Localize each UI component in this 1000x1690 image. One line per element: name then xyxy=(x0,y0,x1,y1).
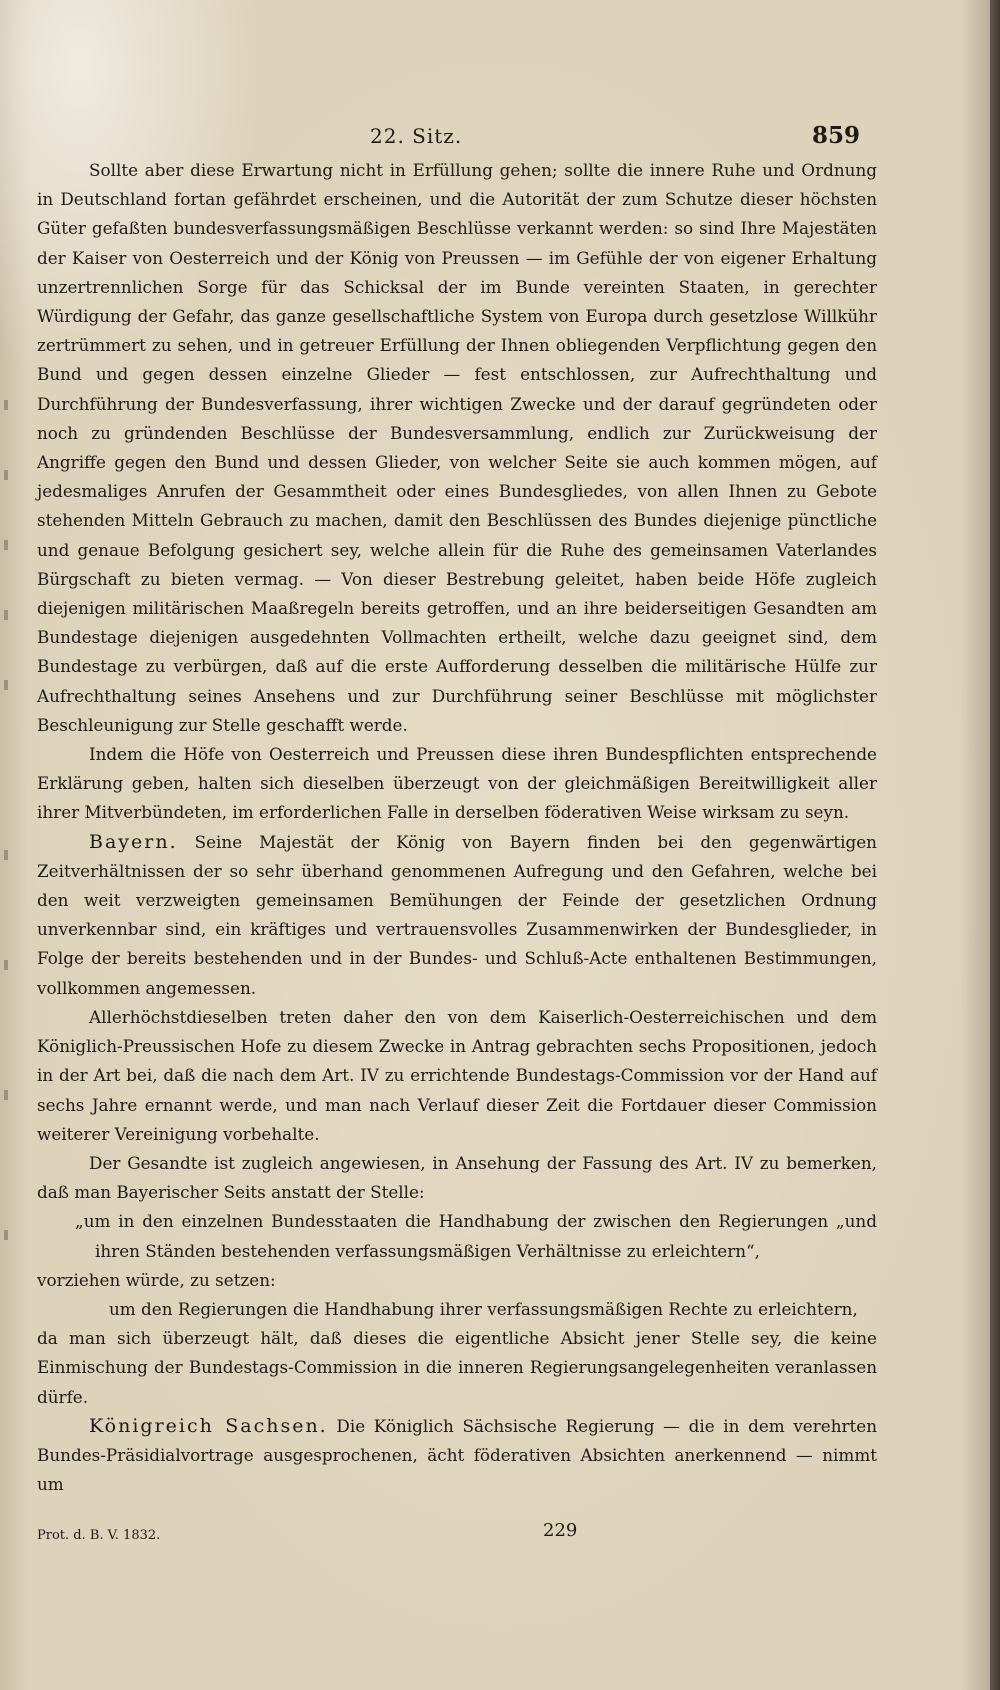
running-head: 22. Sitz. xyxy=(370,124,463,148)
quoted-passage xyxy=(37,1207,877,1265)
replacement-passage xyxy=(37,1295,877,1324)
page-number: 859 xyxy=(812,122,861,149)
margin-speck xyxy=(4,960,8,970)
paragraph xyxy=(37,1266,877,1295)
page-header xyxy=(0,118,1000,158)
paragraph xyxy=(37,1149,877,1207)
page-footer xyxy=(37,1520,877,1550)
paragraph-text: Der Gesandte ist zugleich angewiesen, in Ansehung der Fassung des Art. IV zu bemerken, daß man Bayerischer Seits anstatt der Stelle: xyxy=(37,1152,877,1203)
margin-speck xyxy=(4,470,8,480)
paragraph xyxy=(37,156,877,740)
margin-speck xyxy=(4,400,8,410)
paragraph-text: da man sich überzeugt hält, daß dieses die eigentliche Absicht jener Stelle sey, die keine Einmischung der Bundestags-Commission in die inneren Regierungsangelegenheiten veranlassen dürfe. xyxy=(37,1328,877,1407)
paragraph xyxy=(37,1003,877,1149)
margin-speck xyxy=(4,850,8,860)
paragraph xyxy=(37,828,877,1003)
margin-speck xyxy=(4,1090,8,1100)
paragraph-text: Allerhöchstdieselben treten daher den von dem Kaiserlich-Oesterreichischen und dem Königlich-Preussischen Hofe zu diesem Zwecke in Antrag gebrachten sechs Propositionen, jedoch in der Art bei, daß die nach dem Art. IV zu errichtende Bundestags-Commission vor der Hand auf sechs Jahre ernannt werde, und man nach Verlauf dieser Zeit die Fortdauer dieser Commission weiterer Vereinigung vorbehalte. xyxy=(37,1006,877,1144)
protocol-reference: Prot. d. B. V. 1832. xyxy=(37,1528,161,1543)
paragraph-text: Indem die Höfe von Oesterreich und Preussen diese ihren Bundespflichten entsprechende Erklärung geben, halten sich dieselben überzeugt von der gleichmäßigen Bereitwilligkeit aller ihrer Mitverbündeten, im erforderlichen Falle in derselben föderativen Weise wirksam zu seyn. xyxy=(37,744,877,823)
state-heading: Königreich Sachsen. xyxy=(89,1414,328,1437)
paragraph-text: Die Königlich Sächsische Regierung — die in dem verehrten Bundes-Präsidialvortrage ausgesprochenen, ächt föderativen Absichten anerkennend — nimmt um xyxy=(37,1415,878,1495)
paragraph-text: Sollte aber diese Erwartung nicht in Erfüllung gehen; sollte die innere Ruhe und Ordnung in Deutschland fortan gefährdet erscheinen, und die Autorität der zum Schutze dieser höchsten Güter gefaßten bundesverfassungsmäßigen Beschlüsse verkannt werden: so sind Ihre Majestäten der Kaiser von Oesterreich und der König von Preussen — im Gefühle der von eigener Erhaltung unzertrennlichen Sorge für das Schicksal der im Bunde vereinten Staaten, in gerechter Würdigung der Gefahr, das ganze gesellschaftliche System von Europa durch gesetzlose Willkühr zertrümmert zu sehen, und in getreuer Erfüllung der Ihnen obliegenden Verpflichtung gegen den Bund und gegen dessen einzelne Glieder — fest entschlossen, zur Aufrechthaltung und Durchführung der Bundesverfassung, ihrer wichtigen Zwecke und der darauf gegründeten oder noch zu gründenden Beschlüsse der Bundesversammlung, endlich zur Zurückweisung der Angriffe gegen den Bund und dessen Glieder, von welcher Seite sie auch kommen mögen, auf jedesmaliges Anrufen der Gesammtheit oder eines Bundesgliedes, von allen Ihnen zu Gebote stehenden Mitteln Gebrauch zu machen, damit den Beschlüssen des Bundes diejenige pünctliche und genaue Befolgung gesichert sey, welche allein für die Ruhe des gemeinsamen Vaterlandes Bürgschaft zu bieten vermag. — Von dieser Bestrebung geleitet, haben beide Höfe zugleich diejenigen militärischen Maaßregeln bereits getroffen, und an ihre beiderseitigen Gesandten am Bundestage diejenigen ausgedehnten Vollmachten ertheilt, welche dazu geeignet sind, dem Bundestage zu verbürgen, daß auf die erste Aufforderung desselben die militärische Hülfe zur Aufrechthaltung seines Ansehens und zur Durchführung seiner Beschlüsse mit möglichster Beschleunigung zur Stelle geschafft werde. xyxy=(37,160,877,735)
paragraph xyxy=(37,1412,877,1500)
paragraph-text: um den Regierungen die Handhabung ihrer verfassungsmäßigen Rechte zu erleichtern, xyxy=(109,1298,858,1319)
paragraph xyxy=(37,740,877,828)
paragraph-text: „um in den einzelnen Bundesstaaten die Handhabung der zwischen den Regierungen „und ihren Ständen bestehenden verfassungsmäßigen Verhältnisse zu erleichtern“, xyxy=(75,1211,877,1261)
margin-speck xyxy=(4,610,8,620)
page-edge-shadow xyxy=(990,0,1000,1690)
paragraph-text: Seine Majestät der König von Bayern finden bei den gegenwärtigen Zeitverhältnissen der so sehr überhand genommenen Aufregung und den Gefahren, welche bei den weit verzweigten gemeinsamen Bemühungen der Feinde der gesetzlichen Ordnung unverkennbar sind, ein kräftiges und vertrauensvolles Zusammenwirken der Bundesglieder, in Folge der bereits bestehenden und in der Bundes- und Schluß-Acte enthaltenen Bestimmungen, vollkommen angemessen. xyxy=(37,831,877,998)
paragraph-text: vorziehen würde, zu setzen: xyxy=(37,1269,276,1290)
margin-speck xyxy=(4,1230,8,1240)
printer-signature: 229 xyxy=(543,1520,578,1541)
paragraph xyxy=(37,1324,877,1412)
margin-speck xyxy=(4,680,8,690)
margin-speck xyxy=(4,540,8,550)
body-text xyxy=(37,156,877,1499)
state-heading: Bayern. xyxy=(89,830,178,853)
